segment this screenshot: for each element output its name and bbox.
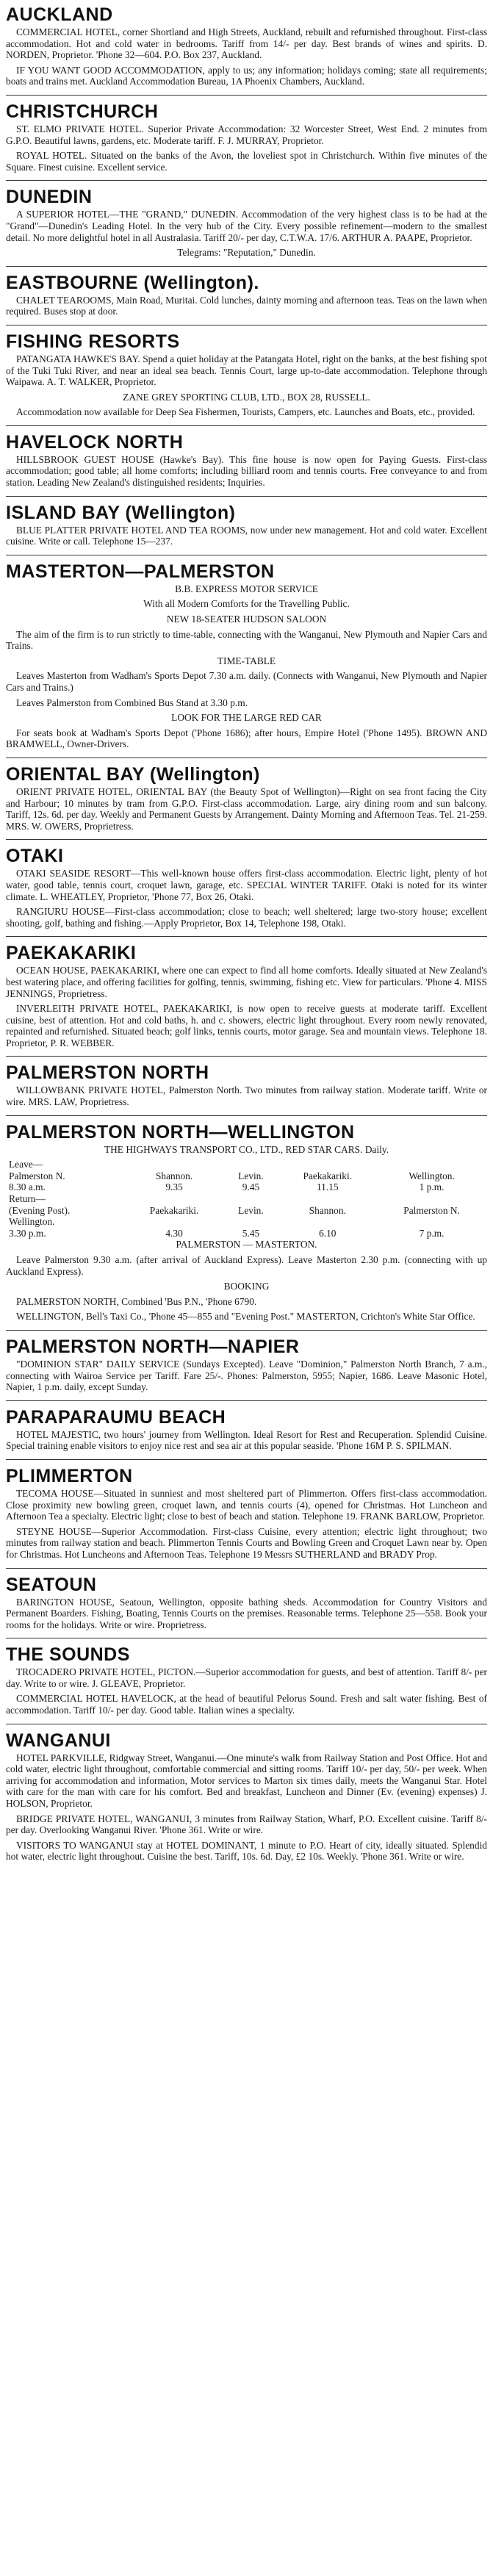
- divider: [6, 1330, 487, 1331]
- listing: BRIDGE PRIVATE HOTEL, WANGANUI, 3 minutes from Railway Station, Wharf, P.O. Excellent cuisine. Tariff 8/- per day. Overlooking Wanganui River. 'Phone 361. Write or wire.: [6, 1813, 487, 1836]
- section-seatoun: [6, 1575, 487, 1631]
- listing: INVERLEITH PRIVATE HOTEL, PAEKAKARIKI, is now open to receive guests at moderate tariff. Excellent cuisine, best of attention. Hot and cold baths, h. and c. showers, electric light throughout. Every room newly renovated, repainted and refurnished. Situated beach; golf links, tennis courts, motor garage. Sea and mountain views. Telephone 18. Proprietor, P. R. WEBBER.: [6, 1003, 487, 1048]
- listing: Leave Palmerston 9.30 a.m. (after arrival of Auckland Express). Leave Masterton 2.30 p.m. (connecting with up Auckland Express).: [6, 1254, 487, 1277]
- section-heading: ISLAND BAY (Wellington): [6, 502, 236, 523]
- timetable-station: Shannon.: [155, 1170, 193, 1181]
- section-christchurch: [6, 101, 487, 173]
- listing: BARINGTON HOUSE, Seatoun, Wellington, opposite bathing sheds. Accommodation for Country Visitors and Permanent Boarders. Fishing, Boating, Tennis Courts on the premises. Reasonable terms. Telephone 25—558. Book your rooms for the holidays. Write or wire. Proprietress.: [6, 1596, 487, 1630]
- section-heading: PALMERSTON NORTH—NAPIER: [6, 1336, 300, 1357]
- section-plimmerton: [6, 1466, 487, 1561]
- listing: TROCADERO PRIVATE HOTEL, PICTON.—Superior accommodation for guests, and best of attention. Tariff 8/- per day. Write to or wire. J. GLEAVE, Proprietor.: [6, 1666, 487, 1689]
- listing: BLUE PLATTER PRIVATE HOTEL AND TEA ROOMS, now under new management. Hot and cold water. Excellent cuisine. Write or call. Telephone 15—237.: [6, 524, 487, 547]
- section-wanganui: [6, 1730, 487, 1863]
- listing: ORIENT PRIVATE HOTEL, ORIENTAL BAY (the Beauty Spot of Wellington)—Right on sea front facing the City and Harbour; 10 minutes by tram from G.P.O. First-class accommodation. Large, airy dining room and sun balcony. Tariff, 12s. 6d. per day. Weekly and Permanent Guests by Arrangement. Dainty Morning and Afternoon Teas. Tel. 21-259. MRS. W. OWERS, Proprietress.: [6, 785, 487, 832]
- section-paekakariki: [6, 943, 487, 1048]
- section-havelock-north: [6, 432, 487, 489]
- divider: [6, 496, 487, 497]
- section-heading: EASTBOURNE (Wellington).: [6, 272, 259, 293]
- listing: HILLSBROOK GUEST HOUSE (Hawke's Bay). This fine house is now open for Paying Guests. First-class accommodation; good table; all home comforts; including billiard room and tennis courts. Free conveyance to and from station. Leading New Zealand's distinguished residents; Inquiries.: [6, 453, 487, 489]
- timetable-station: Shannon.: [309, 1204, 346, 1216]
- divider: [6, 1400, 487, 1401]
- section-heading: MASTERTON—PALMERSTON: [6, 561, 275, 582]
- divider: [6, 95, 487, 96]
- listing: A SUPERIOR HOTEL—THE "GRAND," DUNEDIN. Accommodation of the very highest class is to be had at the "Grand"—Dunedin's Leading Hotel. In the very hub of the City. Every possible refinement—modern to the smallest detail. No more delightful hotel in all Australasia. Tariff 20/- per day, C.T.W.A. 17/6. ARTHUR A. PAAPE, Proprietor.: [6, 209, 487, 243]
- listing: Leaves Palmerston from Combined Bus Stand at 3.30 p.m.: [16, 697, 248, 708]
- section-island-bay: [6, 503, 487, 547]
- listing: STEYNE HOUSE—Superior Accommodation. First-class Cuisine, every attention; electric light throughout; two minutes from railway station and beach. Plimmerton Tennis Courts and Bowling Green and Croquet Lawn near by. Open for Christmas. Hot Luncheons and Afternoon Teas. Telephone 19 Messrs SUTHERLAND and BRADY Prop.: [6, 1525, 487, 1560]
- timetable-station: Paekakariki.: [149, 1204, 199, 1216]
- timetable-time: 11.15: [316, 1181, 339, 1193]
- timetable-leave-label: Leave—: [9, 1159, 43, 1170]
- section-heading: PAEKAKARIKI: [6, 943, 137, 964]
- listing: ZANE GREY SPORTING CLUB, LTD., BOX 28, RUSSELL.: [123, 391, 370, 403]
- listing: RANGIURU HOUSE—First-class accommodation; close to beach; well sheltered; large two-story house; excellent shooting, golf, bathing and fishing.—Apply Proprietor, Box 14, Telephone 198, Otaki.: [6, 906, 487, 929]
- divider: [6, 266, 487, 267]
- section-auckland: [6, 4, 487, 87]
- timetable-time: 8.30 a.m.: [9, 1181, 46, 1193]
- section-heading: CHRISTCHURCH: [6, 101, 159, 122]
- timetable-station: Levin.: [238, 1204, 264, 1216]
- section-heading: PALMERSTON NORTH: [6, 1062, 209, 1084]
- listing: "DOMINION STAR" DAILY SERVICE (Sundays Excepted). Leave "Dominion," Palmerston North Branch, 7 a.m., connecting with Wairoa Service per Tariff. Fare 25/-. Phones: Palmerston, 5955; Napier, 1686. Leave Masonic Hotel, Napier, 1 p.m. daily, except Sunday.: [6, 1358, 487, 1393]
- timetable-time: 9.35: [165, 1181, 183, 1193]
- listing: PATANGATA HAWKE'S BAY. Spend a quiet holiday at the Patangata Hotel, right on the banks, at the best fishing spot of the Tuki Tuki River, and near an ideal sea beach. Tennis Court, large up-to-date accommodation. Telephone through Waipawa. A. T. WALKER, Proprietor.: [6, 353, 487, 388]
- listing: Telegrams: "Reputation," Dunedin.: [177, 247, 316, 259]
- section-heading: HAVELOCK NORTH: [6, 431, 184, 453]
- listing: HOTEL PARKVILLE, Ridgway Street, Wanganui.—One minute's walk from Railway Station and Post Office. Hot and cold water, electric light throughout, comfortable commercial and sitting rooms. Tariff 10/- per day, 50/- per week. When arriving for accommodation and information, Motor services to Marton six times daily, meets the Wanganui Star. Hotel with care for the man with care for his comfort. Bed and breakfast, Luncheon and Dinner (Ev. (evening) expenses) J. HOLSON, Proprietor.: [6, 1752, 488, 1810]
- listing: THE HIGHWAYS TRANSPORT CO., LTD., RED STAR CARS. Daily.: [104, 1143, 389, 1155]
- listing: Accommodation now available for Deep Sea Fishermen, Tourists, Campers, etc. Launches and Boats, etc., provided.: [16, 406, 475, 418]
- section-heading: WANGANUI: [6, 1730, 111, 1751]
- section-heading: AUCKLAND: [6, 4, 113, 25]
- divider: [6, 425, 487, 426]
- section-heading: FISHING RESORTS: [6, 331, 180, 352]
- timetable-station: Levin.: [238, 1170, 264, 1181]
- listing: PALMERSTON NORTH, Combined 'Bus P.N., 'Phone 6790.: [16, 1295, 257, 1307]
- listing: The aim of the firm is to run strictly to time-table, connecting with the Wanganui, New Plymouth and Napier Cars and Trains.: [6, 628, 487, 652]
- timetable-station: Paekakariki.: [303, 1170, 353, 1181]
- timetable-time: 4.30: [165, 1227, 183, 1239]
- listing: WELLINGTON, Bell's Taxi Co., 'Phone 45—855 and "Evening Post." MASTERTON, Crichton's White Star Office.: [16, 1311, 475, 1323]
- listing: TECOMA HOUSE—Situated in sunniest and most sheltered part of Plimmerton. Offers first-class accommodation. Close proximity new bowling green, croquet lawn, and tennis courts (4), opened for Christmas. Hot Luncheon and Afternoon Tea a specialty. Electric light; close to best of beach and station. Telephone 19. FRANK BARLOW, Proprietor.: [6, 1487, 487, 1522]
- timetable-station: Wellington.: [9, 1216, 55, 1228]
- timetable-time: 5.45: [242, 1227, 260, 1239]
- section-heading: OTAKI: [6, 846, 64, 867]
- section-heading: PLIMMERTON: [6, 1465, 133, 1486]
- listing: HOTEL MAJESTIC, two hours' journey from Wellington. Ideal Resort for Rest and Recuperation. Splendid Cuisine. Special training enable visitors to enjoy nice rest and sea air at this popular seaside. 'Phone 16M P. S. SPILMAN.: [6, 1428, 487, 1452]
- listing-title: B.B. EXPRESS MOTOR SERVICE: [175, 583, 318, 594]
- divider: [6, 1568, 487, 1569]
- section-heading: ORIENTAL BAY (Wellington): [6, 763, 260, 785]
- section-dunedin: [6, 187, 487, 258]
- section-eastbourne: [6, 273, 487, 317]
- divider: [6, 1056, 487, 1057]
- timetable-station: Wellington.: [409, 1170, 455, 1181]
- section-heading: PARAPARAUMU BEACH: [6, 1406, 226, 1428]
- divider: [6, 936, 487, 937]
- listing: For seats book at Wadham's Sports Depot ('Phone 1686); after hours, Empire Hotel ('Phone 1495). BROWN AND BRAMWELL, Owner-Drivers.: [6, 727, 487, 750]
- section-fishing-resorts: [6, 331, 487, 418]
- listing: ST. ELMO PRIVATE HOTEL. Superior Private Accommodation: 32 Worcester Street, West End. 2 minutes from G.P.O. Beautiful lawns, gardens, etc. Moderate tariff. F. J. MURRAY, Proprietor.: [6, 123, 487, 146]
- timetable-time: 1 p.m.: [419, 1181, 445, 1193]
- timetable-time: 3.30 p.m.: [9, 1227, 46, 1239]
- listing-title: PALMERSTON — MASTERTON.: [176, 1239, 317, 1251]
- section-masterton-palmerston: [6, 561, 487, 750]
- listing-title: NEW 18-SEATER HUDSON SALOON: [166, 614, 327, 625]
- section-heading: SEATOUN: [6, 1574, 97, 1595]
- timetable-time: 7 p.m.: [419, 1227, 445, 1239]
- section-otaki: [6, 846, 487, 929]
- listing: COMMERCIAL HOTEL HAVELOCK, at the head of beautiful Pelorus Sound. Fresh and salt water fishing. Best of accommodation. Tariff 10/- per day. Good table. Italian wines a specialty.: [6, 1693, 487, 1716]
- listing: With all Modern Comforts for the Travelling Public.: [143, 598, 350, 610]
- listing: VISITORS TO WANGANUI stay at HOTEL DOMINANT, 1 minute to P.O. Heart of city, ideally situated. Splendid hot water, electric light throughout. Cuisine the best. Tariff, 10s. 6d. Day, £2 10s. Weekly. 'Phone 361. Write or wire.: [6, 1839, 487, 1863]
- divider: [6, 1459, 487, 1460]
- listing-title: BOOKING: [223, 1281, 270, 1292]
- listing: IF YOU WANT GOOD ACCOMMODATION, apply to us; any information; holidays coming; state all requirements; boats and trains met. Auckland Accommodation Bureau, 1A Phoenix Chambers, Auckland.: [6, 64, 487, 87]
- listing: OTAKI SEASIDE RESORT—This well-known house offers first-class accommodation. Electric light, plenty of hot water, good table, tennis court, croquet lawn, garage, etc. SPECIAL WINTER TARIFF. Otaki is noted for its winter climate. L. WHEATLEY, Proprietor, 'Phone 77, Box 26, Otaki.: [6, 868, 487, 902]
- divider: [6, 1115, 487, 1116]
- listing-title: LOOK FOR THE LARGE RED CAR: [171, 712, 322, 724]
- section-the-sounds: [6, 1644, 487, 1716]
- section-heading: THE SOUNDS: [6, 1644, 130, 1666]
- section-heading: DUNEDIN: [6, 187, 93, 208]
- section-palmerston-napier: [6, 1336, 487, 1393]
- timetable-time: 9.45: [242, 1181, 260, 1193]
- timetable-return-label: Return—: [9, 1193, 46, 1205]
- listing-title: TIME-TABLE: [217, 655, 276, 666]
- divider: [6, 180, 487, 181]
- timetable-station: Palmerston N.: [9, 1170, 65, 1181]
- timetable: [6, 1159, 487, 1239]
- listing: WILLOWBANK PRIVATE HOTEL, Palmerston North. Two minutes from railway station. Moderate tariff. Write or wire. MRS. LAW, Proprietress.: [6, 1084, 487, 1108]
- section-paraparaumu-beach: [6, 1407, 487, 1452]
- section-heading: PALMERSTON NORTH—WELLINGTON: [6, 1121, 355, 1143]
- listing: COMMERCIAL HOTEL, corner Shortland and High Streets, Auckland, rebuilt and refurnished throughout. First-class accommodation. Hot and cold water in bedrooms. Tariff from 14/- per day. Best brands of wines and spirits. D. NORDEN, Proprietor. 'Phone 32—604. P.O. Box 237, Auckland.: [6, 26, 487, 61]
- section-palmerston-wellington: [6, 1122, 487, 1323]
- listing: Leaves Masterton from Wadham's Sports Depot 7.30 a.m. daily. (Connects with Wanganui, New Plymouth and Napier Cars and Trains.): [6, 670, 487, 693]
- section-palmerston-north: [6, 1062, 487, 1107]
- timetable-station: Palmerston N.: [403, 1204, 460, 1216]
- divider: [6, 839, 487, 840]
- listing: CHALET TEAROOMS, Main Road, Muritai. Cold lunches, dainty morning and afternoon teas. Teas on the lawn when required. Buses stop at door.: [6, 294, 487, 317]
- timetable-return-note: (Evening Post).: [9, 1204, 71, 1216]
- timetable-time: 6.10: [319, 1227, 337, 1239]
- section-oriental-bay: [6, 764, 487, 832]
- listing: OCEAN HOUSE, PAEKAKARIKI, where one can expect to find all home comforts. Ideally situated at New Zealand's best watering place, and offering facilities for golfing, tennis, swimming, fishing etc. View for particulars. 'Phone 4. MISS JENNINGS, Proprietress.: [6, 965, 487, 999]
- listing: ROYAL HOTEL. Situated on the banks of the Avon, the loveliest spot in Christchurch. Within five minutes of the Square. Finest cuisine. Excellent service.: [6, 150, 487, 173]
